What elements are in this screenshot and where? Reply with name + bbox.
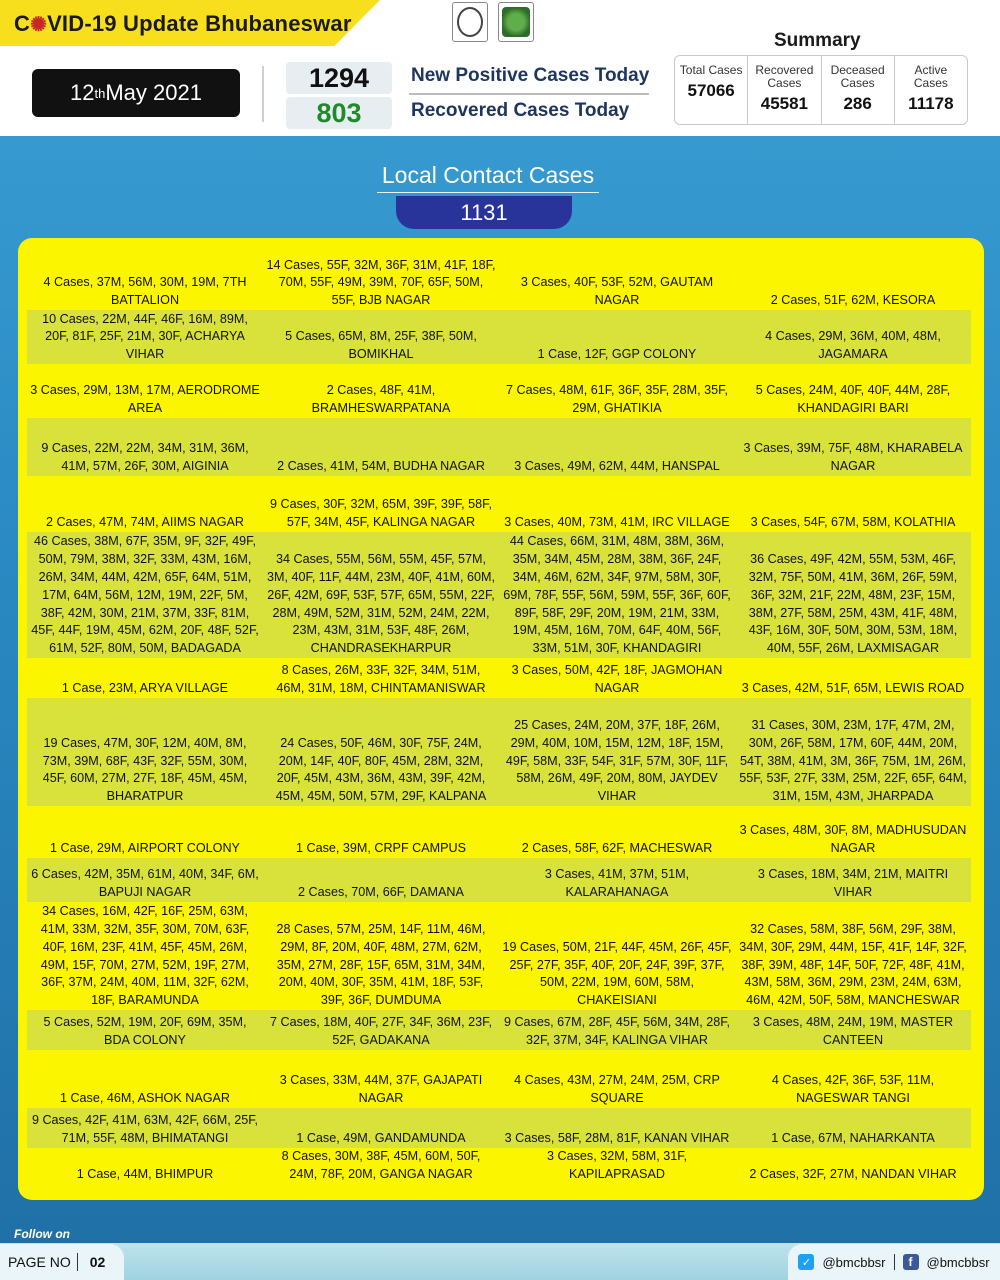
table-cell: 1 Case, 44M, BHIMPUR — [76, 1167, 214, 1182]
cases-table — [27, 256, 971, 1184]
divider — [377, 192, 599, 193]
odisha-govt-logo — [452, 2, 488, 42]
summary-value: 57066 — [687, 81, 735, 100]
follow-label: Follow on — [14, 1227, 70, 1241]
table-row — [27, 476, 971, 532]
social-links — [788, 1244, 1000, 1280]
title-prefix: C — [14, 11, 31, 36]
divider — [409, 93, 649, 95]
summary-value: 45581 — [760, 94, 809, 113]
table-cell: 31 Cases, 30M, 23M, 17F, 47M, 2M, 30M, 26F, 58M, 17M, 60F, 44M, 20M, 54T, 38M, 41M, 3M, 36F, 75M, 1M, 26M, 55F, 53F, 27F, 33M, 25M, 22F, 65F, 64M, 31M, 15M, 43M, JHARPADA — [739, 718, 967, 804]
table-cell: 5 Cases, 24M, 40F, 40F, 44M, 28F, KHANDAGIRI BARI — [755, 383, 951, 416]
summary-value: 11178 — [908, 94, 954, 113]
virus-icon: ✺ — [30, 14, 48, 36]
table-cell: 46 Cases, 38M, 67F, 35M, 9F, 32F, 49F, 50M, 79M, 38M, 32F, 33M, 43M, 16M, 26M, 34M, 44M, 42M, 65F, 64M, 51M, 17M, 64M, 56M, 12M, 19M, 22F, 5M, 38F, 42M, 30M, 21M, 37M, 33F, 81M, 45F, 44F, 19M, 45M, 62M, 20F, 48F, 52F, 61M, 52F, 80M, 50M, BADAGADA — [31, 534, 259, 656]
summary-title: Summary — [774, 30, 861, 51]
table-cell: 9 Cases, 22M, 22M, 34M, 31M, 36M, 41M, 57M, 26F, 30M, AIGINIA — [41, 441, 249, 474]
page-number-tab — [0, 1244, 124, 1280]
recovered-label: Recovered Cases Today — [411, 100, 630, 121]
table-cell: 44 Cases, 66M, 31M, 48M, 38M, 36M, 35M, 34M, 45M, 28M, 38M, 36F, 24F, 34M, 46M, 62M, 34F, 97M, 58M, 30F, 69M, 78F, 55F, 56M, 59M, 55F, 36F, 60F, 89F, 58F, 29F, 20M, 19M, 21M, 33M, 19M, 45M, 16M, 70M, 64F, 40M, 56F, 33M, 51M, 30F, KHANDAGIRI — [503, 534, 731, 656]
summary-value: 286 — [843, 94, 872, 113]
divider — [894, 1254, 895, 1270]
local-contact-count: 1131 — [396, 196, 572, 229]
table-cell: 1 Case, 29M, AIRPORT COLONY — [50, 841, 240, 856]
table-row — [27, 256, 971, 310]
summary-active — [895, 56, 967, 124]
table-row — [27, 1010, 971, 1050]
facebook-handle[interactable]: @bmcbbsr — [926, 1254, 990, 1270]
table-cell: 3 Cases, 40M, 73M, 41M, IRC VILLAGE — [504, 515, 730, 530]
table-row — [27, 858, 971, 902]
summary-total — [675, 56, 748, 124]
page-label: PAGE NO — [8, 1254, 71, 1270]
summary-recovered — [748, 56, 821, 124]
table-cell: 1 Case, 49M, GANDAMUNDA — [296, 1131, 466, 1146]
recovered-count: 803 — [286, 97, 392, 129]
table-cell: 2 Cases, 41M, 54M, BUDHA NAGAR — [277, 459, 485, 474]
table-row — [27, 658, 971, 698]
table-cell: 1 Case, 39M, CRPF CAMPUS — [295, 841, 467, 856]
table-cell: 2 Cases, 51F, 62M, KESORA — [770, 293, 936, 308]
table-cell: 2 Cases, 47M, 74M, AIIMS NAGAR — [45, 515, 245, 530]
table-cell: 2 Cases, 58F, 62F, MACHESWAR — [521, 841, 713, 856]
table-cell: 3 Cases, 33M, 44M, 37F, GAJAPATI NAGAR — [279, 1073, 483, 1106]
table-row — [27, 1108, 971, 1148]
table-row — [27, 310, 971, 364]
summary-label: Total Cases — [679, 63, 743, 77]
table-cell: 3 Cases, 29M, 13M, 17M, AERODROME AREA — [30, 383, 260, 416]
summary-label: Recovered Cases — [755, 63, 814, 90]
table-row — [27, 418, 971, 476]
date-day: 12 — [70, 80, 95, 105]
table-cell: 1 Case, 23M, ARYA VILLAGE — [61, 681, 229, 696]
logos — [452, 2, 534, 42]
table-cell: 8 Cases, 26M, 33F, 32F, 34M, 51M, 46M, 31M, 18M, CHINTAMANISWAR — [276, 663, 486, 696]
table-cell: 19 Cases, 47M, 30F, 12M, 40M, 8M, 73M, 39M, 68F, 43F, 32F, 55M, 30M, 45F, 60M, 27M, 27F, 18F, 45M, 45M, BHARATPUR — [42, 735, 248, 804]
table-cell: 3 Cases, 48M, 24M, 19M, MASTER CANTEEN — [752, 1015, 954, 1048]
table-cell: 8 Cases, 30M, 38F, 45M, 60M, 50F, 24M, 78F, 20M, GANGA NAGAR — [281, 1149, 481, 1182]
table-cell: 7 Cases, 18M, 40F, 27F, 34F, 36M, 23F, 52F, GADAKANA — [270, 1015, 492, 1048]
table-cell: 5 Cases, 65M, 8M, 25F, 38F, 50M, BOMIKHAL — [285, 329, 477, 362]
table-cell: 34 Cases, 16M, 42F, 16F, 25M, 63M, 41M, 33M, 32M, 35F, 30M, 70M, 63F, 40F, 16M, 23F, 41M, 45F, 45M, 26M, 49M, 15F, 70M, 27M, 52M, 19F, 27M, 36F, 37M, 24M, 40M, 11M, 32F, 62M, 18F, BARAMUNDA — [40, 904, 250, 1008]
table-cell: 3 Cases, 58F, 28M, 81F, KANAN VIHAR — [504, 1131, 730, 1146]
table-cell: 25 Cases, 24M, 20M, 37F, 18F, 26M, 29M, 40M, 10M, 15M, 12M, 18F, 15M, 49F, 58M, 33F, 54F, 31F, 57M, 30F, 11F, 58M, 26M, 49F, 20M, 80M, JAYDEV VIHAR — [505, 718, 729, 804]
summary-box — [674, 55, 968, 125]
table-cell: 7 Cases, 48M, 61F, 36F, 35F, 28M, 35F, 29M, GHATIKIA — [506, 383, 728, 416]
summary-label: Active Cases — [913, 63, 948, 90]
facebook-icon[interactable]: f — [903, 1254, 919, 1270]
table-cell: 14 Cases, 55F, 32M, 36F, 31M, 41F, 18F, 70M, 55F, 49M, 39M, 70F, 65F, 50M, 55F, BJB NAGAR — [266, 257, 496, 308]
divider — [262, 66, 264, 122]
table-cell: 24 Cases, 50F, 46M, 30F, 75F, 24M, 20M, 14F, 40F, 80F, 45M, 28M, 32M, 20F, 45M, 43M, 36M, 43M, 39F, 42M, 45M, 45M, 50M, 57M, 29F, KALPANA — [275, 735, 487, 804]
date-ordinal: th — [94, 85, 106, 101]
table-cell: 3 Cases, 41M, 37M, 51M, KALARAHANAGA — [544, 867, 690, 900]
new-positive-count: 1294 — [286, 62, 392, 94]
table-row — [27, 698, 971, 806]
table-cell: 1 Case, 67M, NAHARKANTA — [771, 1131, 935, 1146]
table-cell: 4 Cases, 29M, 36M, 40M, 48M, JAGAMARA — [765, 329, 941, 362]
table-cell: 32 Cases, 58M, 38F, 56M, 29F, 38M, 34M, 30F, 29M, 44M, 15F, 41F, 14F, 32F, 38F, 39M, 48F, 14F, 50F, 72F, 48F, 41M, 43M, 58M, 36M, 29M, 23M, 24M, 63M, 46M, 42M, 50F, 58M, MANCHESWAR — [739, 922, 967, 1008]
table-cell: 3 Cases, 49M, 62M, 44M, HANSPAL — [514, 459, 720, 474]
table-cell: 3 Cases, 39M, 75F, 48M, KHARABELA NAGAR — [743, 441, 963, 474]
summary-label: Deceased Cases — [830, 63, 885, 90]
table-cell: 1 Case, 46M, ASHOK NAGAR — [59, 1091, 231, 1106]
table-cell: 3 Cases, 18M, 34M, 21M, MAITRI VIHAR — [757, 867, 949, 900]
divider — [77, 1253, 78, 1271]
summary-deceased — [822, 56, 895, 124]
table-cell: 3 Cases, 50M, 42F, 18F, JAGMOHAN NAGAR — [511, 663, 723, 696]
twitter-handle[interactable]: @bmcbbsr — [822, 1254, 886, 1270]
table-cell: 3 Cases, 42M, 51F, 65M, LEWIS ROAD — [741, 681, 965, 696]
table-cell: 9 Cases, 67M, 28F, 45F, 56M, 34M, 28F, 32F, 37M, 34F, KALINGA VIHAR — [503, 1015, 731, 1048]
header — [0, 0, 1000, 136]
page-number: 02 — [89, 1254, 106, 1270]
twitter-icon[interactable]: ✓ — [798, 1254, 814, 1270]
table-cell: 2 Cases, 70M, 66F, DAMANA — [298, 885, 464, 900]
table-row — [27, 1148, 971, 1184]
table-cell: 3 Cases, 48M, 30F, 8M, MADHUSUDAN NAGAR — [739, 823, 967, 856]
table-cell: 1 Case, 12F, GGP COLONY — [537, 347, 697, 362]
table-cell: 19 Cases, 50M, 21F, 44F, 45M, 26F, 45F, 25F, 27F, 35F, 40F, 20F, 24F, 39F, 37F, 50M, 22M, 19M, 60M, 58M, CHAKEISIANI — [502, 939, 732, 1008]
table-cell: 36 Cases, 49F, 42M, 55M, 53M, 46F, 32M, 75F, 50M, 41M, 36M, 26F, 59M, 36F, 32M, 21F, 22M, 48M, 23F, 15M, 38M, 27F, 58M, 25M, 43M, 41F, 48M, 43F, 16M, 30F, 50M, 30M, 53M, 18M, 40M, 55F, 26M, LAXMISAGAR — [748, 552, 958, 656]
new-positive-label: New Positive Cases Today — [411, 65, 650, 86]
table-cell: 10 Cases, 22M, 44F, 46F, 16M, 89M, 20F, 81F, 25F, 21M, 30F, ACHARYA VIHAR — [42, 311, 248, 362]
table-cell: 3 Cases, 54F, 67M, 58M, KOLATHIA — [750, 515, 956, 530]
date-rest: May 2021 — [105, 80, 202, 105]
table-row — [27, 364, 971, 418]
table-cell: 4 Cases, 42F, 36F, 53F, 11M, NAGESWAR TANGI — [771, 1073, 935, 1106]
table-cell: 2 Cases, 48F, 41M, BRAMHESWARPATANA — [311, 383, 451, 416]
bmc-logo — [498, 2, 534, 42]
table-row — [27, 806, 971, 858]
title-suffix: VID-19 Update Bhubaneswar — [47, 11, 352, 36]
table-cell: 2 Cases, 32F, 27M, NANDAN VIHAR — [749, 1167, 957, 1182]
table-row — [27, 902, 971, 1010]
table-cell: 3 Cases, 32M, 58M, 31F, KAPILAPRASAD — [547, 1149, 687, 1182]
page-title — [14, 11, 352, 37]
table-cell: 4 Cases, 43M, 27M, 24M, 25M, CRP SQUARE — [514, 1073, 720, 1106]
table-cell: 9 Cases, 30F, 32M, 65M, 39F, 39F, 58F, 57F, 34M, 45F, KALINGA NAGAR — [270, 497, 492, 530]
table-cell: 6 Cases, 42M, 35M, 61M, 40M, 34F, 6M, BAPUJI NAGAR — [31, 867, 259, 900]
date-badge — [32, 69, 240, 117]
table-row — [27, 1050, 971, 1108]
table-cell: 28 Cases, 57M, 25M, 14F, 11M, 46M, 29M, 8F, 20M, 40F, 48M, 27M, 62M, 35M, 27M, 28F, 15F, 65M, 31M, 34M, 20M, 40M, 30F, 35M, 41M, 18F, 53F, 39F, 36F, DUMDUMA — [276, 922, 486, 1008]
table-cell: 9 Cases, 42F, 41M, 63M, 42F, 66M, 25F, 71M, 55F, 48M, BHIMATANGI — [31, 1113, 259, 1146]
table-row — [27, 532, 971, 658]
table-cell: 34 Cases, 55M, 56M, 55M, 45F, 57M, 3M, 40F, 11F, 44M, 23M, 40F, 41M, 60M, 26F, 42M, 69F, 53F, 57F, 65M, 55M, 22F, 28M, 49M, 52M, 31M, 52M, 24M, 22M, 23M, 43M, 31M, 53F, 48F, 26M, CHANDRASEKHARPUR — [267, 552, 495, 656]
table-cell: 5 Cases, 52M, 19M, 20F, 69M, 35M, BDA COLONY — [43, 1015, 247, 1048]
table-cell: 3 Cases, 40F, 53F, 52M, GAUTAM NAGAR — [520, 275, 714, 308]
table-cell: 4 Cases, 37M, 56M, 30M, 19M, 7TH BATTALION — [43, 275, 247, 308]
local-contact-title: Local Contact Cases — [381, 162, 595, 188]
